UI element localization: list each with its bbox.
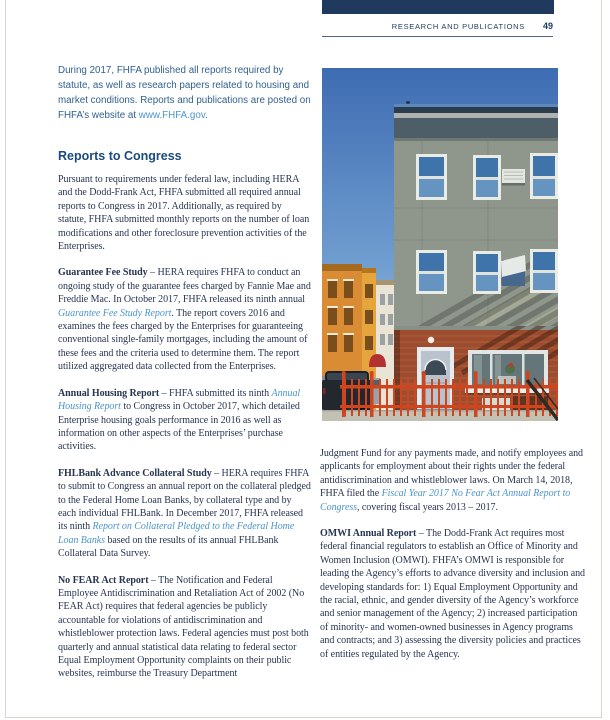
header-accent-bar xyxy=(322,0,554,14)
right-column xyxy=(320,68,586,674)
inline-link[interactable]: Fiscal Year 2017 No Fear Act Annual Report to Congress xyxy=(320,488,571,513)
left-paragraphs xyxy=(58,173,311,681)
page-edge-right xyxy=(601,0,602,718)
paragraph xyxy=(58,467,311,561)
right-paragraphs xyxy=(320,447,586,661)
text-run: . xyxy=(205,110,208,121)
porch-lamp xyxy=(428,337,434,343)
paragraph xyxy=(320,447,586,514)
cornice xyxy=(394,118,558,138)
intro-paragraph xyxy=(58,63,311,123)
text-run: – The Notification and Federal Employee Antidiscrimination and Retaliation Act of 2002 (No FEAR Act) requires that federal agencies be publicly accountable for violations of antidiscrimination and whistleblower protection laws. Federal agencies must post both quarterly and annual statistical data relating to federal sector Equal Employment Opportunity complaints on their public websites, reimburse the Treasury Department xyxy=(58,574,309,680)
text-run: – FHFA submitted its ninth xyxy=(159,387,272,399)
inline-link[interactable]: www.FHFA.gov xyxy=(138,110,205,121)
second-floor-windows xyxy=(416,249,558,294)
text-run: to Congress in October 2017, which detailed Enterprise housing goals performance in 2016 as well as information on other aspects of the Enterprises’ purchase activities. xyxy=(58,401,300,453)
section-heading: Reports to Congress xyxy=(58,149,182,163)
text-run: During 2017, FHFA published all reports required by statute, as well as research papers related to housing and market conditions. Reports and publications are posted on FHFA’s website at xyxy=(58,65,311,121)
text-run: . The report covers 2016 and examines the fees charged by the Enterprises for guaranteeing conventional single-family mortgages, including the amount of these fees and the criteria used to determine them. The report utilized aggregated data collected from the Enterprises. xyxy=(58,307,308,373)
inline-link[interactable]: Guarantee Fee Study Report xyxy=(58,307,172,319)
header-rule xyxy=(322,36,553,37)
paragraph xyxy=(58,266,311,373)
building-photo-graphic xyxy=(322,68,558,421)
paragraph xyxy=(58,574,311,681)
text-run: – HERA requires FHFA to submit to Congress an annual report on the collateral pledged to the Federal Home Loan Banks, by collateral type and by each individual FHLBank. In December 2017, FHFA released its ninth xyxy=(58,467,311,533)
paragraph xyxy=(58,387,311,454)
page-header xyxy=(322,21,553,31)
text-run: Pursuant to requirements under federal law, including HERA and the Dodd-Frank Act, FHFA submitted all required annual reports to Congress in 2017. Additionally, as required by statute, FHFA submitted monthly reports on the number of loan modifications and other foreclosure prevention activities of the Enterprises. xyxy=(58,174,310,253)
page-edge-bottom xyxy=(5,717,602,718)
inline-link[interactable]: Annual Housing Report xyxy=(58,387,301,413)
text-run: , covering fiscal years 2013 – 2017. xyxy=(357,501,498,513)
third-floor-windows xyxy=(416,153,558,200)
building-photo xyxy=(322,68,558,421)
text-run: – HERA requires FHFA to conduct an ongoing study of the guarantee fees charged by Fannie Mae and Freddie Mac. In October 2017, FHFA released its ninth annual xyxy=(58,267,311,306)
text-run: Guarantee Fee Study xyxy=(58,267,148,279)
ac-unit xyxy=(502,169,525,186)
text-run: FHLBank Advance Collateral Study xyxy=(58,467,212,479)
text-run: OMWI Annual Report xyxy=(320,528,417,540)
red-wreath xyxy=(509,363,513,367)
page-number: 49 xyxy=(542,21,553,31)
text-run: Judgment Fund for any payments made, and notify employees and applicants for employment about their rights under the federal antidiscrimination and whistleblower laws. On March 14, 2018, FHFA filed the xyxy=(320,448,584,500)
section-header-label: RESEARCH AND PUBLICATIONS xyxy=(391,22,525,31)
text-run: No FEAR Act Report xyxy=(58,574,149,586)
inline-link[interactable]: Report on Collateral Pledged to the Federal Home Loan Banks xyxy=(58,521,295,546)
text-run: – The Dodd-Frank Act requires most federal financial regulators to establish an Office of Minority and Women Inclusion (OMWI). FHFA’s OMWI is responsible for leading the Agency’s efforts to advance diversity and inclusion and developing standards for: 1) Equal Employment Opportunity and the racial, ethnic, and gender diversity of the Agency’s workforce and senior management of the Agency; 2) increased participation of minority- and women-owned businesses in Agency programs and contracts; and 3) assessing the diversity policies and practices of entities regulated by the Agency. xyxy=(320,528,586,660)
text-run: Annual Housing Report xyxy=(58,387,160,399)
left-column xyxy=(58,63,311,694)
paragraph xyxy=(320,527,586,661)
text-run: based on the results of its annual FHLBank Collateral Data Survey. xyxy=(58,534,279,560)
page-edge-left xyxy=(5,0,6,718)
bird xyxy=(406,101,410,104)
paragraph xyxy=(58,173,311,253)
